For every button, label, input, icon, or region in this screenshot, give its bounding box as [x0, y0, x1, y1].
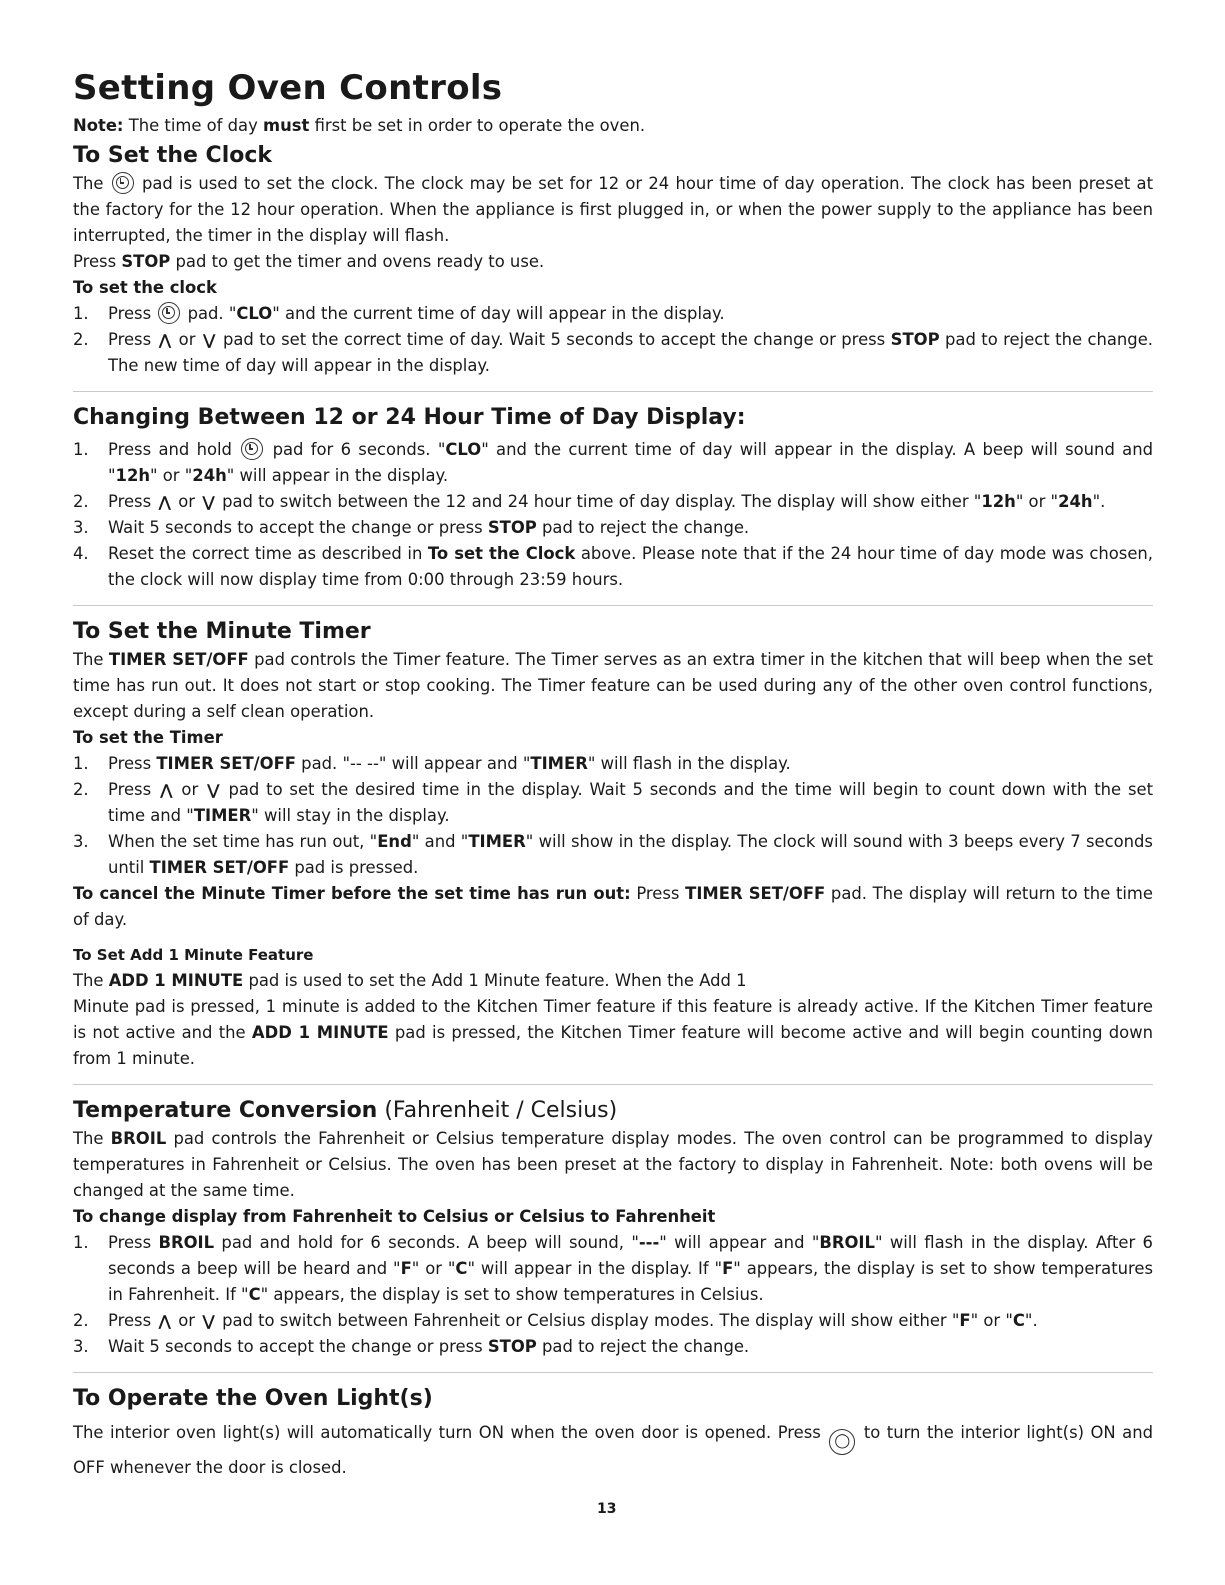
changing-step: 4. Reset the correct time as described in To set the Clock above. Please note that if the 24 hour time of day mode was chosen, the clock will now display time from 0:00 through 23:59 hours.	[73, 544, 1154, 589]
timer-intro: The TIMER SET/OFF pad controls the Timer feature. The Timer serves as an extra timer in the kitchen that will beep when the set time has run out. It does not start or stop cooking. The Timer feature can be used during any of the other oven control functions, except during a self clean operation.	[73, 650, 1153, 721]
temp-intro: The BROIL pad controls the Fahrenheit or Celsius temperature display modes. The oven control can be programmed to display temperatures in Fahrenheit or Celsius. The oven has been preset at the factory to display in Fahrenheit. Note: both ovens will be changed at the same time.	[73, 1129, 1153, 1200]
changing-steps	[73, 437, 1153, 593]
clock-subheading: To set the clock	[73, 278, 217, 297]
temp-subheading: To change display from Fahrenheit to Celsius or Celsius to Fahrenheit	[73, 1207, 716, 1226]
changing-step: 3. Wait 5 seconds to accept the change or press STOP pad to reject the change.	[73, 518, 750, 537]
clock-heading: To Set the Clock	[73, 143, 273, 168]
light-bulb-icon: ◯	[829, 1429, 855, 1455]
page-title: Setting Oven Controls	[73, 68, 503, 108]
timer-heading: To Set the Minute Timer	[73, 619, 371, 644]
temp-heading: Temperature Conversion (Fahrenheit / Celsius)	[73, 1098, 618, 1123]
up-arrow-icon: ⋀	[159, 781, 173, 799]
temp-step: 1. Press BROIL pad and hold for 6 seconds. A beep will sound, "---" will appear and "BROIL" will flash in the display. After 6 seconds a beep will be heard and "F" or "C" will appear in the display. If "F" appears, the display is set to show temperatures in Fahrenheit. If "C" appears, the display is set to show temperatures in Celsius.	[73, 1233, 1154, 1304]
temp-step: 3. Wait 5 seconds to accept the change or press STOP pad to reject the change.	[73, 1337, 750, 1356]
add-minute-body: Minute pad is pressed, 1 minute is added to the Kitchen Timer feature if this feature is already active. If the Kitchen Timer feature is not active and the ADD 1 MINUTE pad is pressed, the Kitchen Timer feature will become active and will begin counting down from 1 minute.	[73, 997, 1154, 1068]
changing-heading: Changing Between 12 or 24 Hour Time of Day Display:	[73, 405, 746, 430]
clock-step: 2. Press ⋀ or ⋁ pad to set the correct time of day. Wait 5 seconds to accept the change or press STOP pad to reject the change. The new time of day will appear in the display.	[73, 330, 1153, 375]
down-arrow-icon: ⋁	[202, 1312, 215, 1330]
clock-steps	[73, 301, 1153, 379]
timer-cancel: To cancel the Minute Timer before the set time has run out: Press TIMER SET/OFF pad. The display will return to the time of day.	[73, 884, 1153, 929]
up-arrow-icon: ⋀	[158, 1312, 172, 1330]
light-body: The interior oven light(s) will automatically turn ON when the oven door is opened. Press ◯ to turn the interior light(s) ON and OFF whenever the door is closed.	[73, 1423, 1153, 1477]
up-arrow-icon: ⋀	[158, 493, 172, 511]
divider	[73, 1372, 1153, 1373]
up-arrow-icon: ⋀	[158, 331, 172, 349]
changing-step: 1. Press and hold pad for 6 seconds. "CLO" and the current time of day will appear in the display. A beep will sound and "12h" or "24h" will appear in the display.	[73, 440, 1153, 485]
timer-steps	[73, 751, 1153, 881]
clock-icon	[158, 302, 180, 324]
clock-step: 1. Press pad. "CLO" and the current time of day will appear in the display.	[73, 304, 725, 323]
light-heading: To Operate the Oven Light(s)	[73, 1386, 433, 1411]
down-arrow-icon: ⋁	[202, 493, 215, 511]
timer-step: 3. When the set time has run out, "End" and "TIMER" will show in the display. The clock will sound with 3 beeps every 7 seconds until TIMER SET/OFF pad is pressed.	[73, 832, 1153, 877]
timer-step: 1. Press TIMER SET/OFF pad. "-- --" will appear and "TIMER" will flash in the display.	[73, 754, 791, 773]
clock-icon	[112, 172, 134, 194]
temp-steps	[73, 1230, 1153, 1360]
clock-intro: The pad is used to set the clock. The clock may be set for 12 or 24 hour time of day operation. The clock has been preset at the factory for the 12 hour operation. When the appliance is first plugged in, or when the power supply to the appliance has been interrupted, the timer in the display will flash.	[73, 174, 1154, 245]
manual-page	[73, 66, 1153, 1481]
divider	[73, 605, 1153, 606]
timer-subheading: To set the Timer	[73, 728, 223, 747]
divider	[73, 391, 1153, 392]
timer-step: 2. Press ⋀ or ⋁ pad to set the desired time in the display. Wait 5 seconds and the time will begin to count down with the set time and "TIMER" will stay in the display.	[73, 780, 1153, 825]
changing-step: 2. Press ⋀ or ⋁ pad to switch between the 12 and 24 hour time of day display. The display will show either "12h" or "24h".	[73, 492, 1106, 511]
divider	[73, 1084, 1153, 1085]
add-minute-line1: The ADD 1 MINUTE pad is used to set the Add 1 Minute feature. When the Add 1	[73, 971, 747, 990]
clock-icon	[241, 438, 263, 460]
page-number: 13	[597, 1501, 617, 1517]
down-arrow-icon: ⋁	[207, 781, 220, 799]
clock-stop-note: Press STOP pad to get the timer and ovens ready to use.	[73, 252, 545, 271]
down-arrow-icon: ⋁	[202, 331, 216, 349]
add-minute-subheading: To Set Add 1 Minute Feature	[73, 946, 314, 964]
temp-step: 2. Press ⋀ or ⋁ pad to switch between Fahrenheit or Celsius display modes. The display will show either "F" or "C".	[73, 1311, 1038, 1330]
note: Note: The time of day must first be set in order to operate the oven.	[73, 116, 646, 135]
